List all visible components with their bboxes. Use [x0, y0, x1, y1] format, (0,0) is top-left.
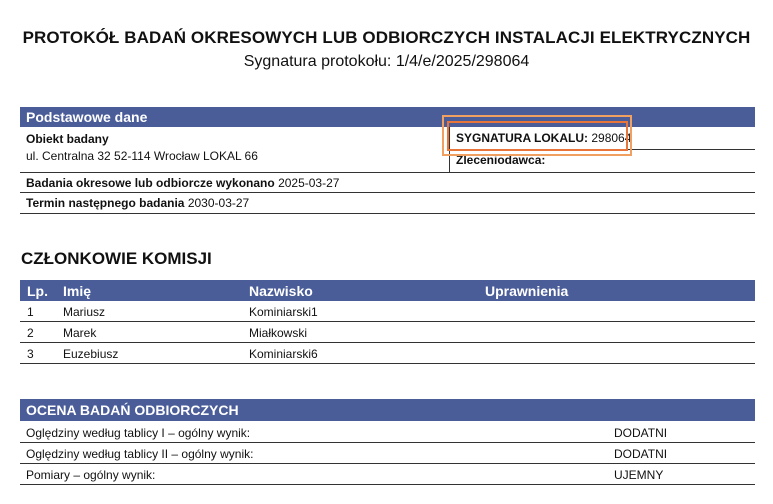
next-test-row — [26, 196, 249, 210]
table-row-3-lp: 3 — [27, 347, 34, 361]
committee-line-1 — [20, 321, 755, 322]
protocol-signature: Sygnatura protokołu: 1/4/e/2025/298064 — [243, 53, 530, 70]
basic-data-header: Podstawowe dane — [20, 107, 755, 127]
highlight-box-inner — [447, 121, 628, 151]
performed-label: Badania okresowe lub odbiorcze wykonano — [26, 176, 275, 190]
table-row-1-lp: 1 — [27, 305, 34, 319]
assessment-line-1 — [20, 442, 755, 443]
col-last-name: Nazwisko — [249, 283, 313, 299]
object-address: ul. Centralna 32 52-114 Wrocław LOKAL 66 — [26, 149, 258, 163]
performed-row — [26, 176, 339, 190]
assessment-row-3-result: UJEMNY — [614, 468, 664, 482]
committee-line-2 — [20, 342, 755, 343]
col-lp: Lp. — [27, 283, 48, 299]
table-row-3-first: Euzebiusz — [63, 347, 119, 361]
committee-header-bar — [20, 280, 755, 301]
table-row-2-lp: 2 — [27, 326, 34, 340]
next-test-label: Termin następnego badania — [26, 196, 185, 210]
object-label: Obiekt badany — [26, 132, 109, 146]
assessment-line-2 — [20, 463, 755, 464]
committee-line-3 — [20, 363, 755, 364]
row-line-3 — [20, 213, 755, 214]
performed-date: 2025-03-27 — [278, 176, 340, 190]
table-row-1-last: Kominiarski1 — [249, 305, 318, 319]
col-permissions: Uprawnienia — [485, 283, 569, 299]
next-test-date: 2030-03-27 — [187, 196, 250, 210]
committee-heading: CZŁONKOWIE KOMISJI — [21, 249, 212, 268]
assessment-row-1-label: Oględziny według tablicy I – ogólny wynik: — [26, 426, 251, 440]
table-row-1-first: Mariusz — [63, 305, 106, 319]
assessment-row-1-result: DODATNI — [614, 426, 668, 440]
document-title: PROTOKÓŁ BADAŃ OKRESOWYCH LUB ODBIORCZYCH INSTALACJI ELEKTRYCZNYCH — [22, 28, 751, 47]
col-first-name: Imię — [63, 283, 92, 299]
row-line-1 — [20, 172, 755, 173]
row-line-2 — [20, 192, 755, 193]
sygnatura-label: SYGNATURA LOKALU: — [456, 131, 588, 145]
table-row-2-last: Miałkowski — [249, 326, 308, 340]
assessment-header: OCENA BADAŃ ODBIORCZYCH — [20, 399, 755, 421]
table-row-3-last: Kominiarski6 — [249, 347, 318, 361]
zleceniodawca-label: Zleceniodawca: — [456, 153, 546, 167]
table-row-2-first: Marek — [63, 326, 97, 340]
sygnatura-value: 298064 — [591, 131, 632, 145]
assessment-row-2-result: DODATNI — [614, 447, 668, 461]
assessment-row-3-label: Pomiary – ogólny wynik: — [26, 468, 156, 482]
assessment-line-3 — [20, 484, 755, 485]
assessment-row-2-label: Oględziny według tablicy II – ogólny wynik: — [26, 447, 254, 461]
